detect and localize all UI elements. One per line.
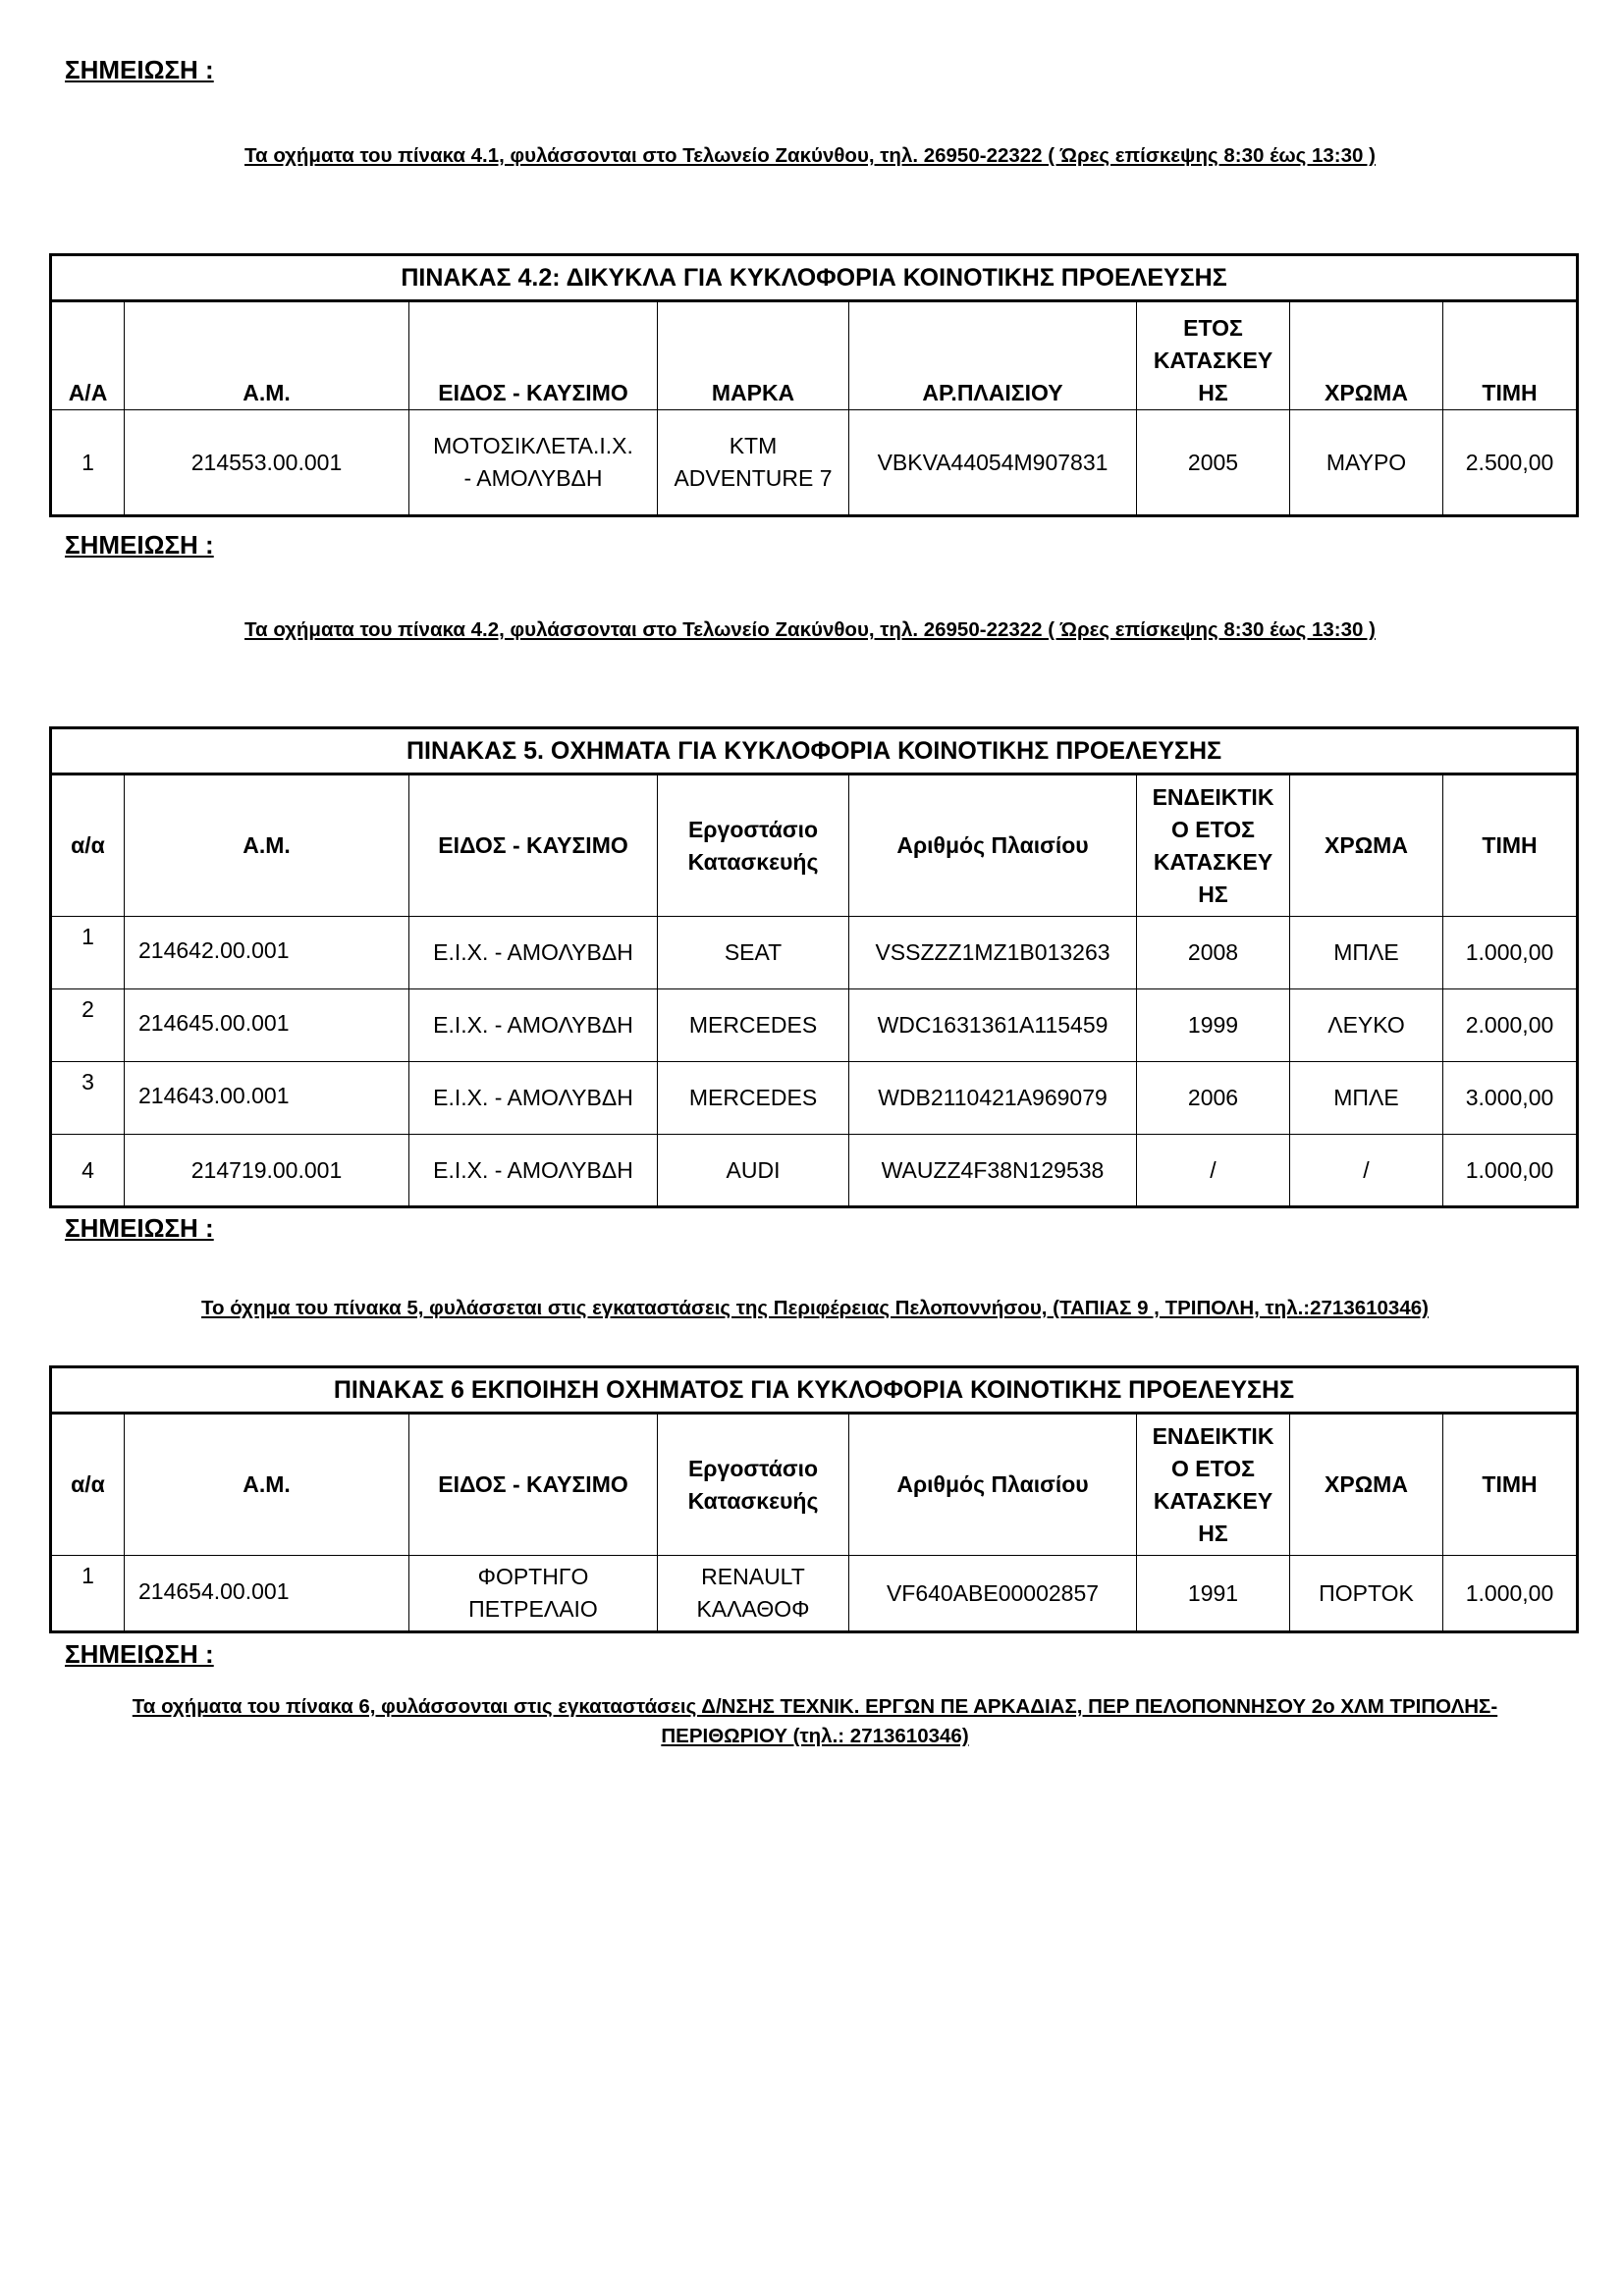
header-eidos: ΕΙΔΟΣ - ΚΑΥΣΙΜΟ: [409, 774, 658, 917]
cell-eidos-line-2: - ΑΜΟΛΥΒΔΗ: [463, 465, 603, 491]
header-etos-line-4: ΗΣ: [1198, 881, 1228, 907]
header-factory-line-1: Εργοστάσιο: [687, 1455, 819, 1481]
cell-factory: SEAT: [658, 917, 849, 989]
cell-marka: [658, 410, 849, 516]
cell-timi: 1.000,00: [1443, 1556, 1578, 1632]
cell-plaisio: VBKVA44054M907831: [849, 410, 1137, 516]
table-4-2-title: ΠΙΝΑΚΑΣ 4.2: ΔΙΚΥΚΛΑ ΓΙΑ ΚΥΚΛΟΦΟΡΙΑ ΚΟΙΝΟΤΙΚΗΣ ΠΡΟΕΛΕΥΣΗΣ: [51, 255, 1578, 301]
cell-eidos: Ε.Ι.Χ. - ΑΜΟΛΥΒΔΗ: [409, 917, 658, 989]
header-etos-line-1: ΕΝΔΕΙΚΤΙΚ: [1152, 1422, 1274, 1449]
cell-etos: 1999: [1137, 989, 1290, 1062]
cell-aa: 1: [51, 1556, 125, 1632]
header-plaisio: Αριθμός Πλαισίου: [849, 1414, 1137, 1556]
header-plaisio: ΑΡ.ΠΛΑΙΣΙΟΥ: [849, 301, 1137, 410]
header-am: Α.Μ.: [125, 1414, 409, 1556]
cell-aa: 2: [51, 989, 125, 1062]
cell-xroma: ΜΠΛΕ: [1290, 917, 1443, 989]
header-am: Α.Μ.: [125, 301, 409, 410]
header-xroma: ΧΡΩΜΑ: [1290, 774, 1443, 917]
cell-etos: 2008: [1137, 917, 1290, 989]
header-etos-line-3: ΚΑΤΑΣΚΕΥ: [1153, 1487, 1273, 1514]
cell-timi: 1.000,00: [1443, 917, 1578, 989]
cell-eidos: [409, 1556, 658, 1632]
note-label-2: ΣΗΜΕΙΩΣΗ :: [65, 530, 214, 560]
note-table-6: [79, 1692, 1551, 1751]
note-label-1: ΣΗΜΕΙΩΣΗ :: [65, 55, 214, 84]
cell-plaisio: VF640ABE00002857: [849, 1556, 1137, 1632]
cell-eidos: Ε.Ι.Χ. - ΑΜΟΛΥΒΔΗ: [409, 989, 658, 1062]
cell-am: 214719.00.001: [125, 1135, 409, 1207]
cell-marka-line-2: ADVENTURE 7: [674, 465, 833, 491]
header-etos-line-1: ΕΤΟΣ: [1183, 315, 1243, 341]
note-label-4: ΣΗΜΕΙΩΣΗ :: [65, 1639, 214, 1669]
cell-xroma: ΠΟΡΤΟΚ: [1290, 1556, 1443, 1632]
header-etos-line-1: ΕΝΔΕΙΚΤΙΚ: [1152, 783, 1274, 810]
cell-xroma: ΛΕΥΚΟ: [1290, 989, 1443, 1062]
header-factory-line-2: Κατασκευής: [687, 1487, 819, 1514]
header-etos-line-3: ΗΣ: [1198, 380, 1228, 405]
cell-factory: MERCEDES: [658, 1062, 849, 1135]
header-etos: [1137, 774, 1290, 917]
note-table-6-line-2: ΠΕΡΙΘΩΡΙΟΥ (τηλ.: 2713610346): [661, 1725, 969, 1747]
cell-plaisio: VSSZZZ1MZ1B013263: [849, 917, 1137, 989]
header-am: Α.Μ.: [125, 774, 409, 917]
cell-eidos-line-1: ΦΟΡΤΗΓΟ: [477, 1564, 589, 1589]
header-xroma: ΧΡΩΜΑ: [1290, 1414, 1443, 1556]
table-5: [49, 726, 1579, 1208]
cell-timi: 1.000,00: [1443, 1135, 1578, 1207]
table-row: [51, 410, 1578, 516]
header-etos-line-2: Ο ΕΤΟΣ: [1171, 1455, 1255, 1481]
note-table-6-line-1: Τα οχήματα του πίνακα 6, φυλάσσονται στις εγκαταστάσεις Δ/ΝΣΗΣ ΤΕΧΝΙΚ. ΕΡΓΩΝ ΠΕ ΑΡΚΑΔΙΑΣ, ΠΕΡ ΠΕΛΟΠΟΝΝΗΣΟΥ 2ο ΧΛΜ ΤΡΙΠΟΛΗΣ-: [132, 1695, 1498, 1718]
table-row: [51, 1135, 1578, 1207]
cell-factory-line-1: RENAULT: [701, 1564, 805, 1589]
table-5-title: ΠΙΝΑΚΑΣ 5. ΟΧΗΜΑΤΑ ΓΙΑ ΚΥΚΛΟΦΟΡΙΑ ΚΟΙΝΟΤΙΚΗΣ ΠΡΟΕΛΕΥΣΗΣ: [51, 728, 1578, 774]
cell-factory: AUDI: [658, 1135, 849, 1207]
cell-factory: [658, 1556, 849, 1632]
header-factory-line-1: Εργοστάσιο: [687, 816, 819, 842]
cell-xroma: ΜΑΥΡΟ: [1290, 410, 1443, 516]
note-table-5: Το όχημα του πίνακα 5, φυλάσσεται στις εγκαταστάσεις της Περιφέρειας Πελοποννήσου, (ΤΑΠΙΑΣ 9 , ΤΡΙΠΟΛΗ, τηλ.:2713610346): [201, 1297, 1429, 1319]
cell-am: 214643.00.001: [125, 1062, 409, 1135]
cell-aa: 4: [51, 1135, 125, 1207]
header-xroma: ΧΡΩΜΑ: [1290, 301, 1443, 410]
cell-am: 214654.00.001: [125, 1556, 409, 1632]
header-eidos: ΕΙΔΟΣ - ΚΑΥΣΙΜΟ: [409, 1414, 658, 1556]
header-etos-line-2: Ο ΕΤΟΣ: [1171, 816, 1255, 842]
header-etos: [1137, 1414, 1290, 1556]
cell-etos: /: [1137, 1135, 1290, 1207]
cell-etos: 2006: [1137, 1062, 1290, 1135]
table-4-2: [49, 253, 1579, 517]
note-table-4-1: Τα οχήματα του πίνακα 4.1, φυλάσσονται στο Τελωνείο Ζακύνθου, τηλ. 26950-22322 ( Ώρες επίσκεψης 8:30 έως 13:30 ): [244, 144, 1376, 167]
cell-am: 214645.00.001: [125, 989, 409, 1062]
cell-am: 214553.00.001: [125, 410, 409, 516]
note-table-4-2: Τα οχήματα του πίνακα 4.2, φυλάσσονται στο Τελωνείο Ζακύνθου, τηλ. 26950-22322 ( Ώρες επίσκεψης 8:30 έως 13:30 ): [244, 618, 1376, 641]
header-timi: ΤΙΜΗ: [1443, 301, 1578, 410]
header-aa: α/α: [51, 1414, 125, 1556]
cell-factory: MERCEDES: [658, 989, 849, 1062]
header-etos: [1137, 301, 1290, 410]
cell-timi: 2.000,00: [1443, 989, 1578, 1062]
cell-plaisio: WDC1631361A115459: [849, 989, 1137, 1062]
header-etos-line-4: ΗΣ: [1198, 1520, 1228, 1546]
table-row: [51, 1556, 1578, 1632]
cell-aa: 1: [51, 917, 125, 989]
cell-eidos: [409, 410, 658, 516]
table-6-title: ΠΙΝΑΚΑΣ 6 ΕΚΠΟΙΗΣΗ ΟΧΗΜΑΤΟΣ ΓΙΑ ΚΥΚΛΟΦΟΡΙΑ ΚΟΙΝΟΤΙΚΗΣ ΠΡΟΕΛΕΥΣΗΣ: [51, 1367, 1578, 1414]
header-factory-line-2: Κατασκευής: [687, 848, 819, 875]
header-aa: Α/Α: [51, 301, 125, 410]
header-timi: ΤΙΜΗ: [1443, 1414, 1578, 1556]
table-row: [51, 917, 1578, 989]
cell-timi: 3.000,00: [1443, 1062, 1578, 1135]
cell-aa: 1: [51, 410, 125, 516]
cell-plaisio: WAUZZ4F38N129538: [849, 1135, 1137, 1207]
cell-eidos: Ε.Ι.Χ. - ΑΜΟΛΥΒΔΗ: [409, 1135, 658, 1207]
table-6: [49, 1365, 1579, 1633]
cell-aa: 3: [51, 1062, 125, 1135]
note-label-3: ΣΗΜΕΙΩΣΗ :: [65, 1213, 214, 1243]
cell-etos: 1991: [1137, 1556, 1290, 1632]
header-aa: α/α: [51, 774, 125, 917]
header-timi: ΤΙΜΗ: [1443, 774, 1578, 917]
header-eidos: ΕΙΔΟΣ - ΚΑΥΣΙΜΟ: [409, 301, 658, 410]
header-etos-line-3: ΚΑΤΑΣΚΕΥ: [1153, 848, 1273, 875]
cell-eidos-line-1: ΜΟΤΟΣΙΚΛΕΤΑ.Ι.Χ.: [433, 433, 633, 458]
header-factory: [658, 1414, 849, 1556]
cell-am: 214642.00.001: [125, 917, 409, 989]
header-etos-line-2: ΚΑΤΑΣΚΕΥ: [1153, 347, 1273, 373]
cell-etos: 2005: [1137, 410, 1290, 516]
cell-marka-line-1: KTM: [729, 433, 778, 458]
cell-factory-line-2: ΚΑΛΑΘΟΦ: [696, 1596, 810, 1622]
table-row: [51, 1062, 1578, 1135]
table-row: [51, 989, 1578, 1062]
cell-eidos: Ε.Ι.Χ. - ΑΜΟΛΥΒΔΗ: [409, 1062, 658, 1135]
header-plaisio: Αριθμός Πλαισίου: [849, 774, 1137, 917]
cell-eidos-line-2: ΠΕΤΡΕΛΑΙΟ: [468, 1596, 598, 1622]
header-factory: [658, 774, 849, 917]
header-marka: ΜΑΡΚΑ: [658, 301, 849, 410]
cell-plaisio: WDB2110421A969079: [849, 1062, 1137, 1135]
cell-xroma: ΜΠΛΕ: [1290, 1062, 1443, 1135]
cell-timi: 2.500,00: [1443, 410, 1578, 516]
cell-xroma: /: [1290, 1135, 1443, 1207]
